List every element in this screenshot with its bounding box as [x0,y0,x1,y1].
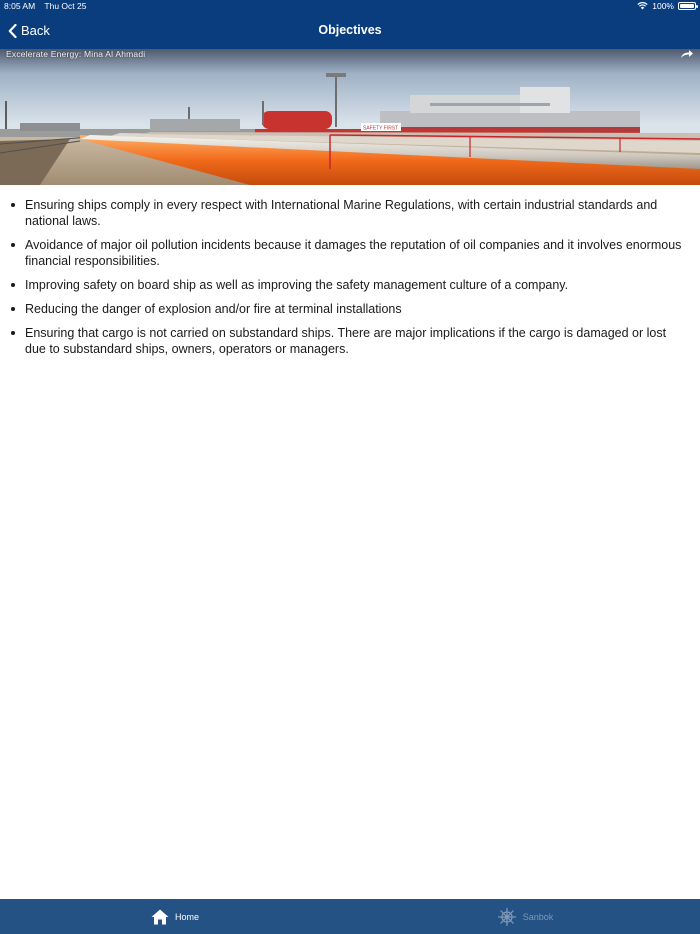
objective-item: Improving safety on board ship as well as improving the safety management culture of a company. [24,277,690,293]
objective-item: Ensuring that cargo is not carried on substandard ships. There are major implications if the cargo is damaged or lost due to substandard ships, owners, operators or managers. [24,325,690,357]
video-player[interactable] [0,49,700,185]
tab-home-label: Home [174,911,199,922]
video-title: Excelerate Energy: Mina Al Ahmadi [6,49,146,59]
page-title: Objectives [318,23,382,37]
back-label: Back [21,23,50,38]
objective-item: Avoidance of major oil pollution incidents because it damages the reputation of oil companies and it involves enormous financial responsibilities. [24,237,690,269]
tab-sanbok-label: Sanbok [522,911,554,922]
wifi-icon [637,2,648,10]
safety-first-sign: SAFETY FIRST [363,125,399,132]
status-right [637,1,696,11]
status-time: 8:05 AM [4,1,36,11]
video-frame [0,49,700,185]
share-icon[interactable] [680,49,694,59]
battery-percent: 100% [652,1,674,11]
objective-item: Reducing the danger of explosion and/or fire at terminal installations [24,301,690,317]
battery-fill [680,4,694,8]
tab-home[interactable] [0,899,350,934]
chevron-left-icon [8,24,17,38]
status-date: Thu Oct 25 [44,1,87,11]
tab-sanbok[interactable] [350,899,700,934]
objectives-content [24,197,690,365]
back-button[interactable] [8,12,50,49]
status-bar [0,0,700,12]
home-icon [151,909,169,925]
battery-icon [678,2,696,10]
objective-item: Ensuring ships comply in every respect with International Marine Regulations, with certain industrial standards and national laws. [24,197,690,229]
ship-wheel-icon [497,907,517,927]
nav-bar [0,12,700,49]
tab-bar [0,899,700,934]
objectives-list [24,197,690,357]
status-left [4,1,93,11]
